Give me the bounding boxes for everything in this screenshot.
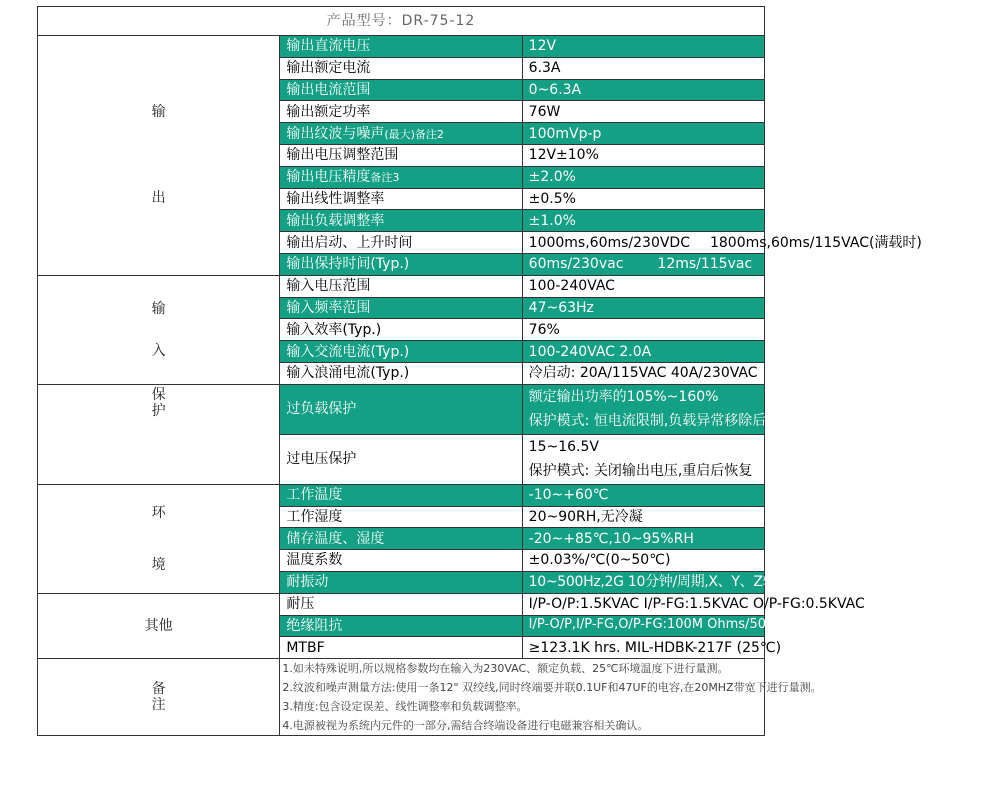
spec-name: 输出电压精度备注3: [280, 166, 522, 188]
section-notes: 备 注: [38, 659, 280, 736]
spec-name: 输入电压范围: [280, 275, 522, 297]
spec-value: 1000ms,60ms/230VDC 1800ms,60ms/115VAC(满载时): [522, 232, 764, 254]
spec-value: 12V±10%: [522, 144, 764, 166]
spec-name: 输入频率范围: [280, 297, 522, 319]
spec-value: 6.3A: [522, 57, 764, 79]
spec-name: 输出电流范围: [280, 79, 522, 101]
spec-value: I/P-O/P,I/P-FG,O/P-FG:100M Ohms/500VDC/25℃/70%RH: [522, 615, 764, 637]
section-input: 输 入: [38, 275, 280, 384]
spec-value: 12V: [522, 36, 764, 58]
table-row: [38, 275, 765, 297]
note-item: 4.电源被视为系统内元件的一部分,需结合终端设备进行电磁兼容相关确认。: [282, 719, 649, 733]
spec-value: 76W: [522, 101, 764, 123]
spec-name: 输出电压调整范围: [280, 144, 522, 166]
spec-name: 输入效率(Typ.): [280, 319, 522, 341]
spec-value: 100mVp-p: [522, 123, 764, 145]
spec-value: ±1.0%: [522, 210, 764, 232]
spec-name: 输出额定电流: [280, 57, 522, 79]
spec-name: 输出纹波与噪声(最大)备注2: [280, 123, 522, 145]
spec-name: 输入浪涌电流(Typ.): [280, 362, 522, 384]
spec-name: 耐压: [280, 593, 522, 615]
spec-name: 输入交流电流(Typ.): [280, 341, 522, 363]
table-row: [38, 36, 765, 58]
spec-value: 0~6.3A: [522, 79, 764, 101]
table-row: [38, 484, 765, 506]
spec-value: ±0.03%/℃(0~50℃): [522, 550, 764, 572]
spec-value: -20~+85℃,10~95%RH: [522, 528, 764, 550]
spec-name: 输出启动、上升时间: [280, 232, 522, 254]
spec-value: I/P-O/P:1.5KVAC I/P-FG:1.5KVAC O/P-FG:0.5KVAC: [522, 593, 764, 615]
section-protection: 保 护: [38, 384, 280, 484]
note-item: 3.精度:包含设定误差、线性调整率和负载调整率。: [282, 700, 528, 714]
spec-name: 储存温度、湿度: [280, 528, 522, 550]
spec-value: -10~+60℃: [522, 484, 764, 506]
spec-value: 47~63Hz: [522, 297, 764, 319]
spec-name: 输出线性调整率: [280, 188, 522, 210]
spec-value: 100-240VAC: [522, 275, 764, 297]
spec-value: 100-240VAC 2.0A: [522, 341, 764, 363]
spec-name: 工作温度: [280, 484, 522, 506]
notes-row: [38, 659, 765, 736]
spec-name: 过电压保护: [280, 434, 522, 484]
product-title: 产品型号：DR-75-12: [38, 7, 765, 36]
spec-name: MTBF: [280, 637, 522, 659]
spec-name: 工作湿度: [280, 506, 522, 528]
section-other: 其他: [38, 593, 280, 658]
note-item: 2.纹波和噪声测量方法:使用一条12" 双绞线,同时终端要并联0.1UF和47UF的电容,在20MHZ带宽下进行量测。: [282, 681, 822, 695]
spec-name: 绝缘阻抗: [280, 615, 522, 637]
section-output: 输 出: [38, 36, 280, 276]
note-item: 1.如未特殊说明,所以规格参数均在输入为230VAC、额定负载、25℃环境温度下进行量测。: [282, 662, 729, 676]
spec-value: 额定输出功率的105%~160% 保护模式: 恒电流限制,负载异常移除后,电源断开可恢复: [522, 384, 764, 434]
spec-name: 输出保持时间(Typ.): [280, 253, 522, 275]
spec-value: 10~500Hz,2G 10分钟/周期,X、Y、Z轴各60分钟;安装:符合IEC60068-2-6: [522, 571, 764, 593]
table-row: [38, 593, 765, 615]
spec-value: 冷启动: 20A/115VAC 40A/230VAC: [522, 362, 764, 384]
spec-value: 20~90RH,无冷凝: [522, 506, 764, 528]
spec-value: ±0.5%: [522, 188, 764, 210]
spec-name: 温度系数: [280, 550, 522, 572]
spec-value: ≥123.1K hrs. MIL-HDBK-217F (25℃): [522, 637, 764, 659]
spec-value: 76%: [522, 319, 764, 341]
spec-name: 过负载保护: [280, 384, 522, 434]
spec-value: 60ms/230vac 12ms/115vac: [522, 253, 764, 275]
spec-name: 输出直流电压: [280, 36, 522, 58]
spec-table: [37, 6, 990, 736]
notes-text: [280, 659, 822, 736]
spec-name: 输出负载调整率: [280, 210, 522, 232]
spec-value: ±2.0%: [522, 166, 764, 188]
section-environment: 环 境: [38, 484, 280, 593]
spec-value: 15~16.5V 保护模式: 关闭输出电压,重启后恢复: [522, 434, 764, 484]
table-row: [38, 384, 765, 434]
spec-name: 耐振动: [280, 571, 522, 593]
spec-name: 输出额定功率: [280, 101, 522, 123]
